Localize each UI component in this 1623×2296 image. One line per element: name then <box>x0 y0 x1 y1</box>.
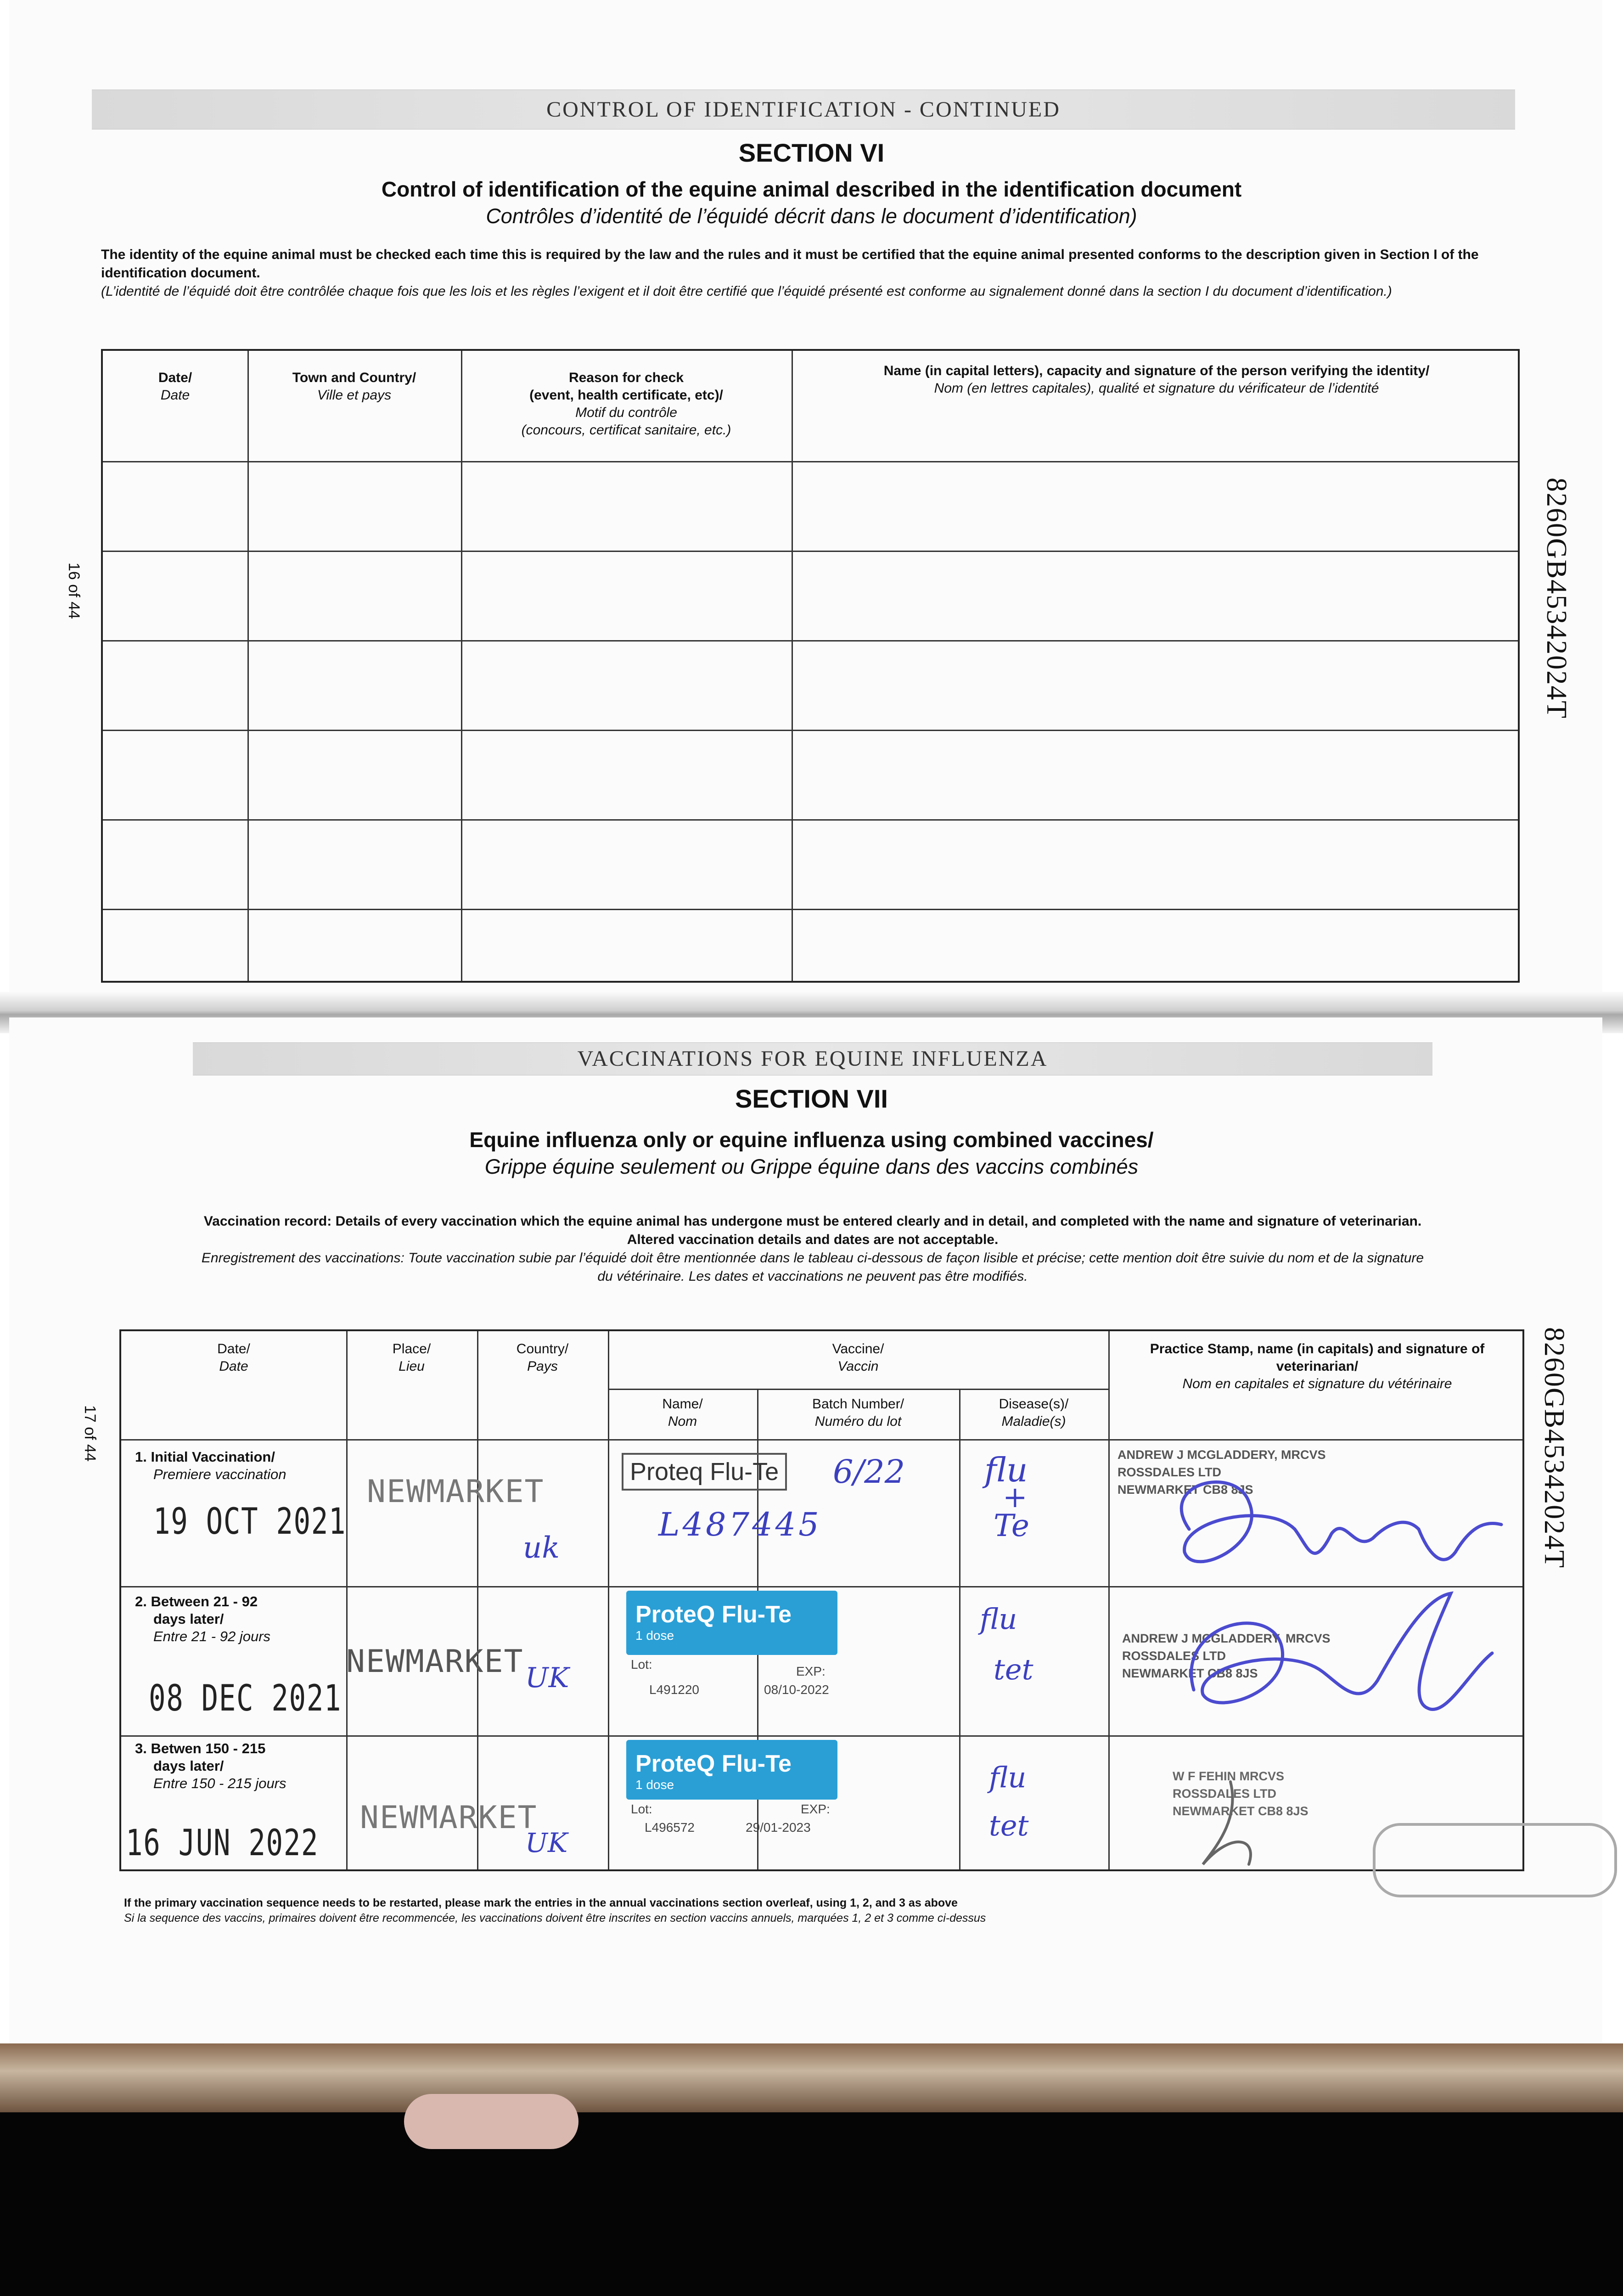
vaccination-note: Vaccination record: Details of every vaccination which the equine animal has undergone must be entered clearly and in detail, and completed with the name and signature of veterinarian. Altered vaccination details and dates are not acceptable. Enregistrement des vaccinations: Toute vaccination subie par l’équidé doit être mentionnée dans le tableau ci-dessous de façon lisible et précise; cette mention doit être suivie du nom et de la signature du vétérinaire. Les dates et vaccinations ne peuvent pas être modifiés. <box>201 1214 1424 1284</box>
vaccination-date-3: 16 JUN 2022 <box>126 1823 319 1864</box>
vaccine-label-2: ProteQ Flu-Te 1 dose <box>626 1591 837 1655</box>
disease-3a: flu <box>989 1761 1027 1794</box>
vaccination-date-2: 08 DEC 2021 <box>149 1678 342 1719</box>
disease-3b: tet <box>989 1809 1029 1842</box>
column-date: Date/ Date <box>158 370 192 403</box>
section-subtitle-en-vii: Equine influenza only or equine influenza using combined vaccines/ <box>469 1128 1154 1152</box>
place-stamp-3: NEWMARKET <box>360 1800 538 1836</box>
place-stamp-1: NEWMARKET <box>367 1474 545 1510</box>
section-title: SECTION VI <box>738 138 885 167</box>
country-handwritten-1: uk <box>523 1531 560 1565</box>
disease-1a: flu <box>984 1451 1028 1489</box>
disease-1b: + <box>1003 1480 1028 1514</box>
row-label-second: 2. Between 21 - 92 days later/ Entre 21 - 92 jours <box>135 1593 271 1644</box>
book-cover-edge <box>0 2043 1623 2112</box>
section-subtitle-fr-vii: Grippe équine seulement ou Grippe équine dans des vaccins combinés <box>484 1155 1139 1178</box>
vaccine-exp-label-3: EXP: <box>801 1802 830 1816</box>
vaccine-label-3: ProteQ Flu-Te 1 dose <box>626 1740 837 1800</box>
vaccine-lot-label-2: Lot: <box>631 1657 652 1671</box>
batch-number-1: L487445 <box>658 1506 822 1543</box>
batch-number-3: L496572 <box>645 1820 695 1835</box>
header-vaccine: Vaccine/ Vaccin <box>832 1341 884 1374</box>
header-batch-number: Batch Number/ Numéro du lot <box>812 1396 904 1429</box>
thumb <box>404 2094 578 2149</box>
header-place: Place/ Lieu <box>392 1341 431 1374</box>
expiry-3: 29/01-2023 <box>746 1820 811 1835</box>
batch-number-2: L491220 <box>649 1683 700 1697</box>
scan-background <box>0 2112 1623 2296</box>
identity-note-en: The identity of the equine animal must be checked each time this is required by the law and the rules and it must be certified that the equine animal presented conforms to the description given in Section I of the identification document. <box>101 247 1479 281</box>
column-town-country: Town and Country/ Ville et pays <box>292 370 416 403</box>
disease-1c: Te <box>994 1508 1029 1543</box>
document-id: 8260GB45342024T <box>1541 478 1572 719</box>
header-practice-stamp: Practice Stamp, name (in capitals) and signature of veterinarian/ Nom en capitales et signature du vétérinaire <box>1150 1341 1485 1391</box>
header-vaccine-name: Name/ Nom <box>662 1396 703 1429</box>
vaccination-date-1: 19 OCT 2021 <box>153 1501 347 1542</box>
country-handwritten-2: UK <box>525 1662 569 1694</box>
page-number-17: 17 of 44 <box>81 1405 99 1462</box>
signature-2 <box>1191 1593 1492 1710</box>
page-number: 16 of 44 <box>65 563 83 619</box>
header-diseases: Disease(s)/ Maladie(s) <box>999 1396 1069 1429</box>
row-label-third: 3. Betwen 150 - 215 days later/ Entre 150 - 215 jours <box>135 1740 286 1791</box>
paper-clip <box>1373 1823 1617 1897</box>
header-date: Date/ Date <box>217 1341 250 1374</box>
expiry-2: 08/10-2022 <box>764 1683 829 1697</box>
identity-note-fr: (L’identité de l’équidé doit être contrôlée chaque fois que les lois et les règles l’exigent et il doit être certifié que l’équidé présenté est conforme au signalement donné dans la section I du document d’identification.) <box>101 284 1392 299</box>
section-subtitle-fr: Contrôles d’identité de l’équidé décrit dans le document d’identification) <box>486 204 1137 228</box>
vet-stamp-2: ANDREW J MCGLADDERY, MRCVS ROSSDALES LTD NEWMARKET CB8 8JS <box>1122 1632 1331 1680</box>
vet-stamp-3: W F FEHIN MRCVS ROSSDALES LTD NEWMARKET CB8 8JS <box>1173 1769 1309 1818</box>
header-country: Country/ Pays <box>516 1341 569 1374</box>
batch-expiry-handwritten-1: 6/22 <box>833 1453 905 1491</box>
country-handwritten-3: UK <box>525 1827 568 1858</box>
vet-stamp-1: ANDREW J MCGLADDERY, MRCVS ROSSDALES LTD NEWMARKET CB8 8JS <box>1118 1448 1326 1497</box>
signature-3 <box>1203 1782 1251 1864</box>
disease-2b: tet <box>994 1653 1033 1686</box>
footnote: If the primary vaccination sequence needs to be restarted, please mark the entries in the annual vaccinations section overleaf, using 1, 2, and 3 as above Si la sequence des vaccins, primaires doivent être recommencée, les vaccinations doivent être inscrites en section vaccins annuels, marquées 1, 2 et 3 comme ci-dessus <box>124 1896 986 1925</box>
section-subtitle-en: Control of identification of the equine animal described in the identification document <box>381 177 1242 201</box>
column-verifier: Name (in capital letters), capacity and signature of the person verifying the identity/ Nom (en lettres capitales), qualité et signature du vérificateur de l’identité <box>883 363 1430 396</box>
disease-2a: flu <box>980 1602 1017 1636</box>
document-id-bottom: 8260GB45342024T <box>1539 1327 1570 1569</box>
signature-1 <box>1181 1482 1501 1561</box>
section-title-vii: SECTION VII <box>735 1084 888 1113</box>
row-label-initial: 1. Initial Vaccination/ Premiere vaccination <box>135 1449 286 1482</box>
vaccine-exp-label-2: EXP: <box>796 1664 826 1678</box>
place-stamp-2: NEWMARKET <box>346 1643 524 1680</box>
section-banner-vaccinations: VACCINATIONS FOR EQUINE INFLUENZA <box>193 1042 1432 1075</box>
vaccine-lot-label-3: Lot: <box>631 1802 652 1816</box>
column-reason: Reason for check (event, health certificate, etc)/ Motif du contrôle (concours, certificat sanitaire, etc.) <box>521 370 731 438</box>
section-banner: CONTROL OF IDENTIFICATION - CONTINUED <box>92 90 1515 129</box>
vaccine-name-stamp-1: Proteq Flu-Te <box>622 1453 787 1491</box>
